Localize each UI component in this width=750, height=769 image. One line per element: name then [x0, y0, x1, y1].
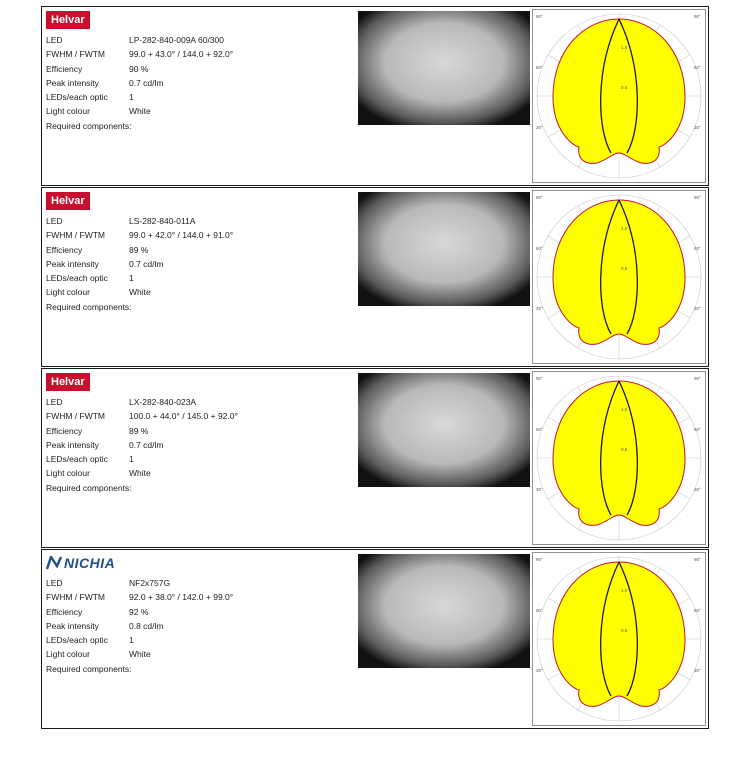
polar-angle-label: 90°: [694, 14, 701, 19]
polar-angle-label: 90°: [536, 376, 543, 381]
beam-image: [358, 554, 530, 668]
spec-label: FWHM / FWTM: [46, 49, 106, 60]
spec-label: Efficiency: [46, 244, 83, 255]
colour-value: White: [129, 468, 151, 479]
polar-angle-label: 60°: [694, 246, 701, 251]
spec-table: [46, 214, 233, 314]
polar-angle-label: 60°: [694, 65, 701, 70]
polar-angle-label: 90°: [694, 195, 701, 200]
spec-row-fwhm: [46, 590, 233, 604]
spec-row-peak: [46, 619, 233, 633]
fwhm-value: 99.0 + 43.0° / 144.0 + 92.0°: [129, 49, 234, 60]
fwhm-value: 92.0 + 38.0° / 142.0 + 99.0°: [129, 592, 234, 603]
efficiency-value: 89 %: [129, 425, 149, 436]
spec-label: LED: [46, 578, 63, 588]
spec-row-colour: [46, 104, 233, 118]
spec-label: Required components:: [46, 663, 132, 674]
brand-name: NICHIA: [64, 555, 116, 571]
led-value: LP-282-840-009A 60/300: [129, 35, 224, 45]
spec-row-led: [46, 33, 233, 47]
spec-row-efficiency: [46, 62, 233, 76]
polar-angle-label: 60°: [536, 65, 543, 70]
polar-angle-label: 90°: [536, 557, 543, 562]
polar-angle-label: 30°: [536, 306, 543, 311]
polar-intensity-diagram: [532, 371, 706, 545]
spec-label: Light colour: [46, 468, 90, 479]
spec-row-fwhm: [46, 409, 238, 423]
product-card-2: [41, 187, 709, 367]
spec-label: Efficiency: [46, 425, 83, 436]
product-card-1: [41, 6, 709, 186]
spec-label: LEDs/each optic: [46, 273, 108, 284]
efficiency-value: 89 %: [129, 244, 149, 255]
spec-row-leds: [46, 90, 233, 104]
spec-row-fwhm: [46, 228, 233, 242]
polar-angle-label: 90°: [694, 557, 701, 562]
spec-label: Light colour: [46, 106, 90, 117]
polar-angle-label: 30°: [694, 487, 701, 492]
product-sheet: [41, 6, 709, 730]
spec-row-required: [46, 662, 233, 676]
efficiency-value: 90 %: [129, 63, 149, 74]
peak-value: 0.7 cd/lm: [129, 77, 164, 88]
spec-row-efficiency: [46, 605, 233, 619]
led-value: NF2x757G: [129, 578, 171, 588]
spec-row-colour: [46, 466, 238, 480]
spec-label: LEDs/each optic: [46, 92, 108, 103]
spec-label: Peak intensity: [46, 439, 99, 450]
leds-value: 1: [129, 92, 134, 103]
spec-row-leds: [46, 452, 238, 466]
polar-angle-label: 30°: [536, 125, 543, 130]
spec-label: Efficiency: [46, 63, 83, 74]
polar-intensity-diagram: [532, 9, 706, 183]
polar-angle-label: 30°: [536, 487, 543, 492]
spec-row-peak: [46, 257, 233, 271]
spec-label: Required components:: [46, 120, 132, 131]
polar-lobe: [553, 19, 685, 163]
polar-angle-label: 60°: [694, 608, 701, 613]
peak-value: 0.7 cd/lm: [129, 258, 164, 269]
spec-row-led: [46, 214, 233, 228]
spec-label: Peak intensity: [46, 77, 99, 88]
spec-row-led: [46, 395, 238, 409]
polar-angle-label: 90°: [536, 195, 543, 200]
polar-angle-label: 30°: [694, 306, 701, 311]
brand-logo: [46, 192, 90, 210]
brand-name: Helvar: [51, 376, 85, 388]
spec-label: Required components:: [46, 301, 132, 312]
spec-table: [46, 33, 233, 133]
spec-row-leds: [46, 271, 233, 285]
efficiency-value: 92 %: [129, 606, 149, 617]
leds-value: 1: [129, 273, 134, 284]
colour-value: White: [129, 649, 151, 660]
nichia-mark-icon: [46, 556, 62, 570]
peak-value: 0.7 cd/lm: [129, 439, 164, 450]
polar-angle-label: 60°: [694, 427, 701, 432]
polar-ring-label: 0.5: [621, 447, 628, 452]
spec-row-leds: [46, 633, 233, 647]
spec-row-efficiency: [46, 424, 238, 438]
brand-name: Helvar: [51, 195, 85, 207]
spec-label: Efficiency: [46, 606, 83, 617]
spec-row-fwhm: [46, 47, 233, 61]
polar-ring-label: 1.0: [621, 407, 628, 412]
spec-row-led: [46, 576, 233, 590]
beam-image: [358, 192, 530, 306]
polar-angle-label: 90°: [536, 14, 543, 19]
polar-ring-label: 1.0: [621, 588, 628, 593]
spec-label: FWHM / FWTM: [46, 230, 106, 241]
spec-row-required: [46, 481, 238, 495]
fwhm-value: 99.0 + 42.0° / 144.0 + 91.0°: [129, 230, 234, 241]
spec-label: FWHM / FWTM: [46, 411, 106, 422]
leds-value: 1: [129, 454, 134, 465]
spec-row-colour: [46, 647, 233, 661]
colour-value: White: [129, 287, 151, 298]
spec-row-required: [46, 119, 233, 133]
fwhm-value: 100.0 + 44.0° / 145.0 + 92.0°: [129, 411, 238, 422]
spec-row-peak: [46, 76, 233, 90]
polar-intensity-diagram: [532, 190, 706, 364]
polar-intensity-diagram: [532, 552, 706, 726]
brand-name: Helvar: [51, 14, 85, 26]
spec-label: LED: [46, 216, 63, 226]
spec-label: Peak intensity: [46, 258, 99, 269]
spec-row-colour: [46, 285, 233, 299]
leds-value: 1: [129, 635, 134, 646]
brand-logo: [46, 373, 90, 391]
polar-angle-label: 30°: [694, 125, 701, 130]
spec-label: LEDs/each optic: [46, 454, 108, 465]
polar-ring-label: 1.0: [621, 226, 628, 231]
spec-label: Light colour: [46, 649, 90, 660]
polar-angle-label: 90°: [694, 376, 701, 381]
spec-label: Light colour: [46, 287, 90, 298]
brand-logo: [46, 554, 115, 572]
beam-image: [358, 11, 530, 125]
spec-row-required: [46, 300, 233, 314]
spec-label: Required components:: [46, 482, 132, 493]
product-card-4: [41, 549, 709, 729]
polar-lobe: [553, 200, 685, 344]
spec-row-peak: [46, 438, 238, 452]
polar-angle-label: 30°: [694, 668, 701, 673]
beam-image: [358, 373, 530, 487]
product-card-3: [41, 368, 709, 548]
spec-table: [46, 576, 233, 676]
spec-row-efficiency: [46, 243, 233, 257]
peak-value: 0.8 cd/lm: [129, 620, 164, 631]
spec-label: Peak intensity: [46, 620, 99, 631]
polar-ring-label: 0.5: [621, 266, 628, 271]
spec-label: LED: [46, 397, 63, 407]
brand-logo: [46, 11, 90, 29]
polar-angle-label: 30°: [536, 668, 543, 673]
polar-angle-label: 60°: [536, 427, 543, 432]
polar-angle-label: 60°: [536, 608, 543, 613]
polar-ring-label: 0.5: [621, 85, 628, 90]
led-value: LX-282-840-023A: [129, 397, 197, 407]
spec-table: [46, 395, 238, 495]
polar-ring-label: 1.0: [621, 45, 628, 50]
polar-lobe: [553, 381, 685, 525]
polar-ring-label: 0.5: [621, 628, 628, 633]
spec-label: LEDs/each optic: [46, 635, 108, 646]
spec-label: FWHM / FWTM: [46, 592, 106, 603]
spec-label: LED: [46, 35, 63, 45]
colour-value: White: [129, 106, 151, 117]
polar-lobe: [553, 562, 685, 706]
led-value: LS-282-840-011A: [129, 216, 196, 226]
polar-angle-label: 60°: [536, 246, 543, 251]
